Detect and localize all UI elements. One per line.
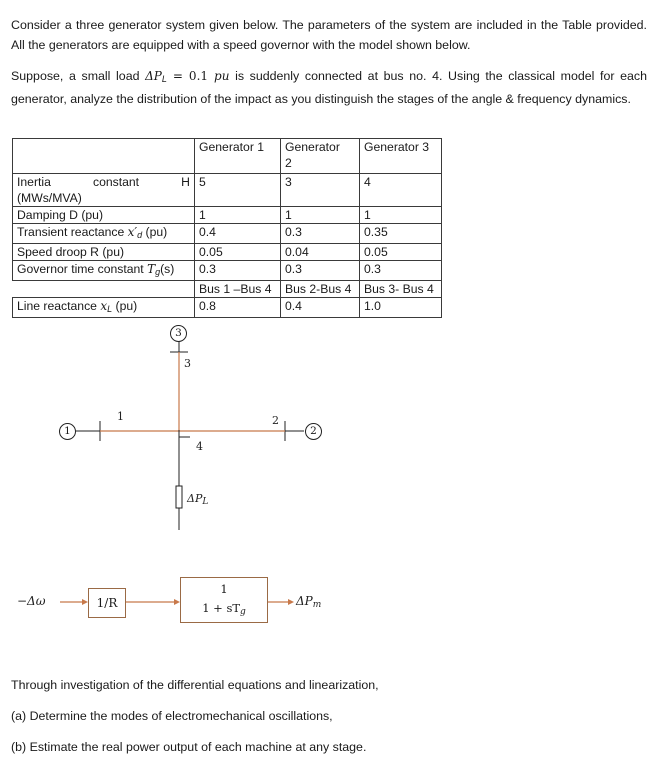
governor-output-text: ΔP [296, 594, 313, 608]
governor-label-pre: Governor time constant [17, 262, 148, 276]
load-label-text: ΔP [187, 492, 203, 505]
governor-output-label [296, 594, 321, 610]
load-symbol-box [176, 486, 182, 508]
header-generator-1: Generator 1 [195, 139, 281, 174]
governor-transfer-block [180, 577, 268, 623]
inertia-label-d: (MWs/MVA) [17, 191, 82, 205]
line-label-post: (pu) [112, 299, 138, 313]
line-symbol: x [100, 299, 108, 313]
table-cell: 1.0 [360, 298, 442, 318]
table-cell: 1 [195, 207, 281, 224]
line-label-pre: Line reactance [17, 299, 101, 313]
tf-denominator [181, 601, 267, 617]
table-cell: 0.4 [281, 298, 360, 318]
table-cell: 0.3 [195, 261, 281, 281]
tf-numerator: 1 [220, 582, 228, 596]
tf-denominator-text: 1 + sT [202, 601, 241, 615]
reactance-label-post: (pu) [142, 225, 168, 239]
header-generator-3: Generator 3 [360, 139, 442, 174]
table-cell: 0.3 [281, 224, 360, 244]
questions-lead: Through investigation of the differential equations and linearization, [11, 678, 379, 692]
row-label-damping: Damping D (pu) [13, 207, 195, 224]
governor-input-label: −Δω [17, 594, 46, 608]
row-label-droop: Speed droop R (pu) [13, 244, 195, 261]
governor-symbol: T [147, 262, 156, 276]
scenario-text-end: is suddenly connected at bus no. 4. Using the classical model for each generator, analyze the distribution of the impact as you distinguish the stages of the angle & frequency dynamics. [11, 69, 647, 106]
line-sub: L [107, 304, 113, 314]
table-cell: 1 [360, 207, 442, 224]
intro-text: Consider a three generator system given below. The parameters of the system are included in the Table provided. All the generators are equipped with a speed governor with the model shown below. [11, 18, 647, 52]
gain-block: 1/R [88, 588, 126, 618]
load-symbol: ΔP [145, 69, 162, 83]
load-unit: pu [214, 69, 230, 83]
scenario-text-start: Suppose, a small load [11, 69, 146, 83]
table-cell: 4 [360, 174, 442, 207]
question-a: (a) Determine the modes of electromechanical oscillations, [11, 709, 333, 723]
bus-3-label: 3 [184, 357, 191, 370]
arrow-output [288, 599, 294, 605]
reactance-sub: d [137, 230, 143, 240]
table-cell: 0.05 [195, 244, 281, 261]
table-cell: 5 [195, 174, 281, 207]
table-cell: 3 [281, 174, 360, 207]
header-generator-2: Generator 2 [281, 139, 360, 174]
governor-sub: g [155, 267, 161, 277]
table-cell: 0.4 [195, 224, 281, 244]
line-header-3-4: Bus 3- Bus 4 [360, 281, 442, 298]
table-cell: 0.8 [195, 298, 281, 318]
generator-3-symbol: 3 [170, 325, 187, 342]
table-cell: 0.35 [360, 224, 442, 244]
bus-2-label: 2 [272, 414, 279, 427]
load-label [187, 492, 208, 507]
load-label-sub: L [202, 497, 209, 507]
generator-2-symbol: 2 [305, 423, 322, 440]
table-cell: 0.04 [281, 244, 360, 261]
line-header-1-4: Bus 1 –Bus 4 [195, 281, 281, 298]
table-cell: 0.3 [281, 261, 360, 281]
governor-label-post: (s) [160, 262, 175, 276]
line-header-2-4: Bus 2-Bus 4 [281, 281, 360, 298]
table-cell: 1 [281, 207, 360, 224]
bus-4-label: 4 [196, 440, 203, 453]
inertia-label-c: H [181, 175, 190, 189]
generator-1-symbol: 1 [59, 423, 76, 440]
load-value: = 0.1 [166, 69, 215, 83]
reactance-symbol: x′ [127, 225, 138, 239]
table-cell: 0.3 [360, 261, 442, 281]
table-cell: 0.05 [360, 244, 442, 261]
load-symbol-sub: L [161, 74, 167, 84]
inertia-label-a: Inertia [17, 175, 51, 189]
bus-1-label: 1 [117, 410, 124, 423]
inertia-label-b: constant [92, 175, 140, 189]
governor-output-sub: m [312, 600, 322, 610]
question-b: (b) Estimate the real power output of each machine at any stage. [11, 740, 367, 754]
tf-denominator-sub: g [240, 607, 246, 617]
reactance-label-pre: Transient reactance [17, 225, 128, 239]
